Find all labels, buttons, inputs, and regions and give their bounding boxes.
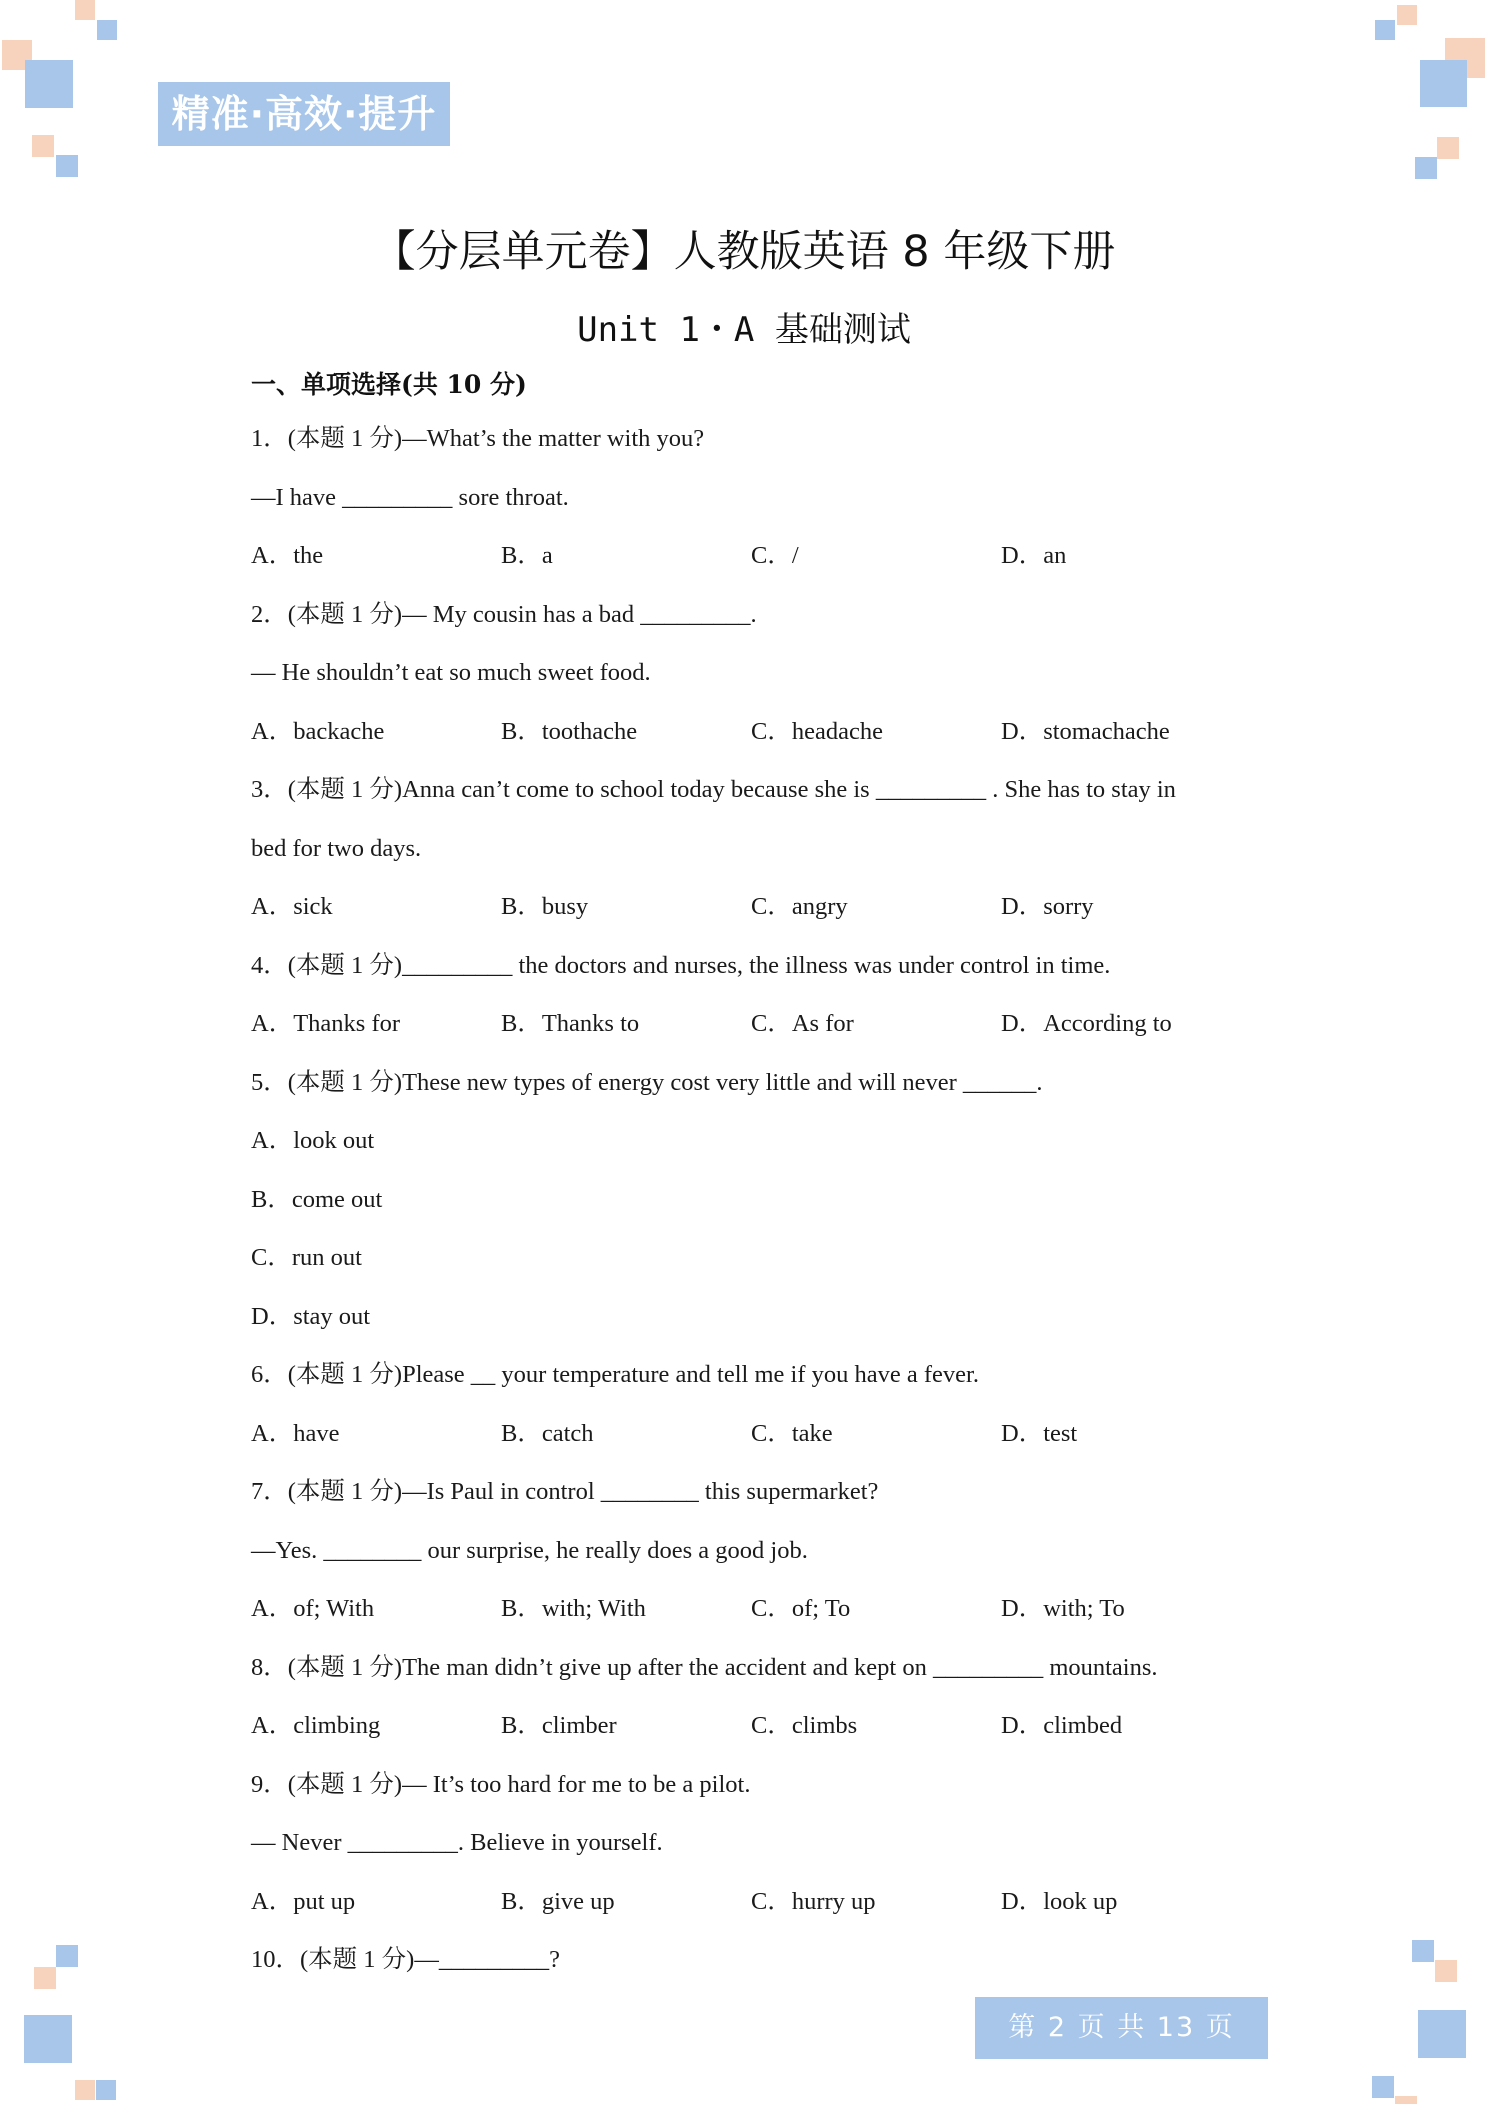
question-stem: 2．(本题 1 分)— My cousin has a bad _________. (251, 600, 757, 628)
option-d: D．test (1001, 1419, 1078, 1447)
options-row (251, 527, 1251, 586)
question-stem: 9．(本题 1 分)— It’s too hard for me to be a pilot. (251, 1770, 751, 1798)
decor-square (75, 2080, 95, 2100)
section-heading: 一、单项选择(共 10 分) (251, 370, 527, 399)
option-b: B．Thanks to (501, 1010, 640, 1037)
question (251, 1346, 1251, 1463)
option-b: B．a (501, 542, 553, 569)
option-a: A．sick (251, 893, 333, 920)
decor-square (75, 0, 95, 20)
option-b: B．come out (251, 1185, 383, 1213)
question-stem: 4．(本题 1 分)_________ the doctors and nurses, the illness was under control in time. (251, 951, 1111, 979)
option-a: A．Thanks for (251, 1010, 401, 1037)
decor-square (1372, 2076, 1394, 2098)
option-b: B．catch (501, 1419, 594, 1447)
option-a: A．put up (251, 1887, 356, 1915)
question (251, 1463, 1251, 1639)
option-d: D．stay out (251, 1302, 371, 1330)
page-title: 【分层单元卷】人教版英语 8 年级下册 (372, 227, 1116, 277)
decor-square (96, 2080, 116, 2100)
question-stem: 8．(本题 1 分)The man didn’t give up after the accident and kept on _________ mountains. (251, 1653, 1158, 1681)
options-row (251, 1580, 1251, 1639)
option-c: C．hurry up (751, 1887, 876, 1915)
decor-square (24, 2015, 72, 2063)
question-stem: bed for two days. (251, 834, 422, 862)
decor-square (56, 155, 78, 177)
option-d: D．with; To (1001, 1595, 1125, 1622)
option-a: A．have (251, 1419, 340, 1447)
question (251, 761, 1251, 937)
option-d: D．stomachache (1001, 717, 1170, 745)
option-a: A．climbing (251, 1712, 381, 1739)
question-stem: 1．(本题 1 分)—What’s the matter with you? (251, 425, 705, 452)
option-b: B．give up (501, 1887, 615, 1915)
options-row (251, 878, 1251, 937)
option-b: B．toothache (501, 717, 638, 745)
decor-square (56, 1945, 78, 1967)
options-row (251, 1697, 1251, 1756)
option-c: C．climbs (751, 1712, 858, 1739)
question-stem: 10．(本题 1 分)—_________? (251, 1946, 560, 1973)
brand-banner: 精准·高效·提升 (158, 82, 450, 146)
decor-square (97, 20, 117, 40)
option-d: D．climbed (1001, 1712, 1123, 1739)
decor-square (1375, 20, 1395, 40)
option-c: C．/ (751, 542, 799, 569)
option-d: D．sorry (1001, 893, 1094, 920)
question-stem: 7．(本题 1 分)—Is Paul in control ________ this supermarket? (251, 1478, 879, 1505)
options-row (251, 1873, 1251, 1932)
decor-square (1418, 2010, 1466, 2058)
decor-square (1420, 60, 1467, 107)
decor-square (1415, 157, 1437, 179)
page-number: 第 2 页 共 13 页 (975, 1997, 1268, 2059)
question-stem: 3．(本题 1 分)Anna can’t come to school today because she is _________ . She has to stay in (251, 776, 1176, 803)
question-stem: — Never _________. Believe in yourself. (251, 1829, 663, 1856)
option-b: B．with; With (501, 1595, 646, 1622)
decor-square (34, 1967, 56, 1989)
decor-square (1437, 137, 1459, 159)
option-d: D．an (1001, 542, 1067, 569)
question (251, 1756, 1251, 1932)
question (251, 1931, 1251, 1990)
option-a: A．the (251, 542, 324, 569)
decor-square (1412, 1940, 1434, 1962)
question (251, 1054, 1251, 1347)
option-a: A．backache (251, 717, 385, 745)
decor-square (32, 135, 54, 157)
question-stem: —Yes. ________ our surprise, he really does a good job. (251, 1536, 808, 1564)
exam-content (251, 360, 1251, 1990)
option-c: C．run out (251, 1244, 362, 1271)
option-a: A．look out (251, 1127, 375, 1154)
option-d: D．look up (1001, 1887, 1118, 1915)
option-c: C．take (751, 1419, 833, 1447)
options-row (251, 995, 1251, 1054)
option-c: C．As for (751, 1010, 854, 1037)
question (251, 586, 1251, 762)
decor-square (1397, 5, 1417, 25)
option-b: B．climber (501, 1712, 617, 1739)
question (251, 937, 1251, 1054)
option-d: D．According to (1001, 1010, 1172, 1037)
option-c: C．headache (751, 717, 883, 745)
option-c: C．angry (751, 893, 848, 920)
option-c: C．of; To (751, 1595, 851, 1622)
question-stem: 6．(本题 1 分)Please __ your temperature and tell me if you have a fever. (251, 1361, 979, 1388)
question (251, 410, 1251, 586)
question-stem: —I have _________ sore throat. (251, 483, 569, 511)
question-stem: — He shouldn’t eat so much sweet food. (251, 659, 651, 686)
option-a: A．of; With (251, 1595, 375, 1622)
question (251, 1639, 1251, 1756)
option-b: B．busy (501, 893, 589, 920)
page-subtitle: Unit 1・A 基础测试 (577, 310, 911, 350)
options-row (251, 703, 1251, 762)
decor-square (1435, 1960, 1457, 1982)
decor-square (1395, 2096, 1417, 2104)
decor-square (25, 60, 73, 108)
question-stem: 5．(本题 1 分)These new types of energy cost very little and will never ______. (251, 1068, 1043, 1096)
options-row (251, 1405, 1251, 1464)
